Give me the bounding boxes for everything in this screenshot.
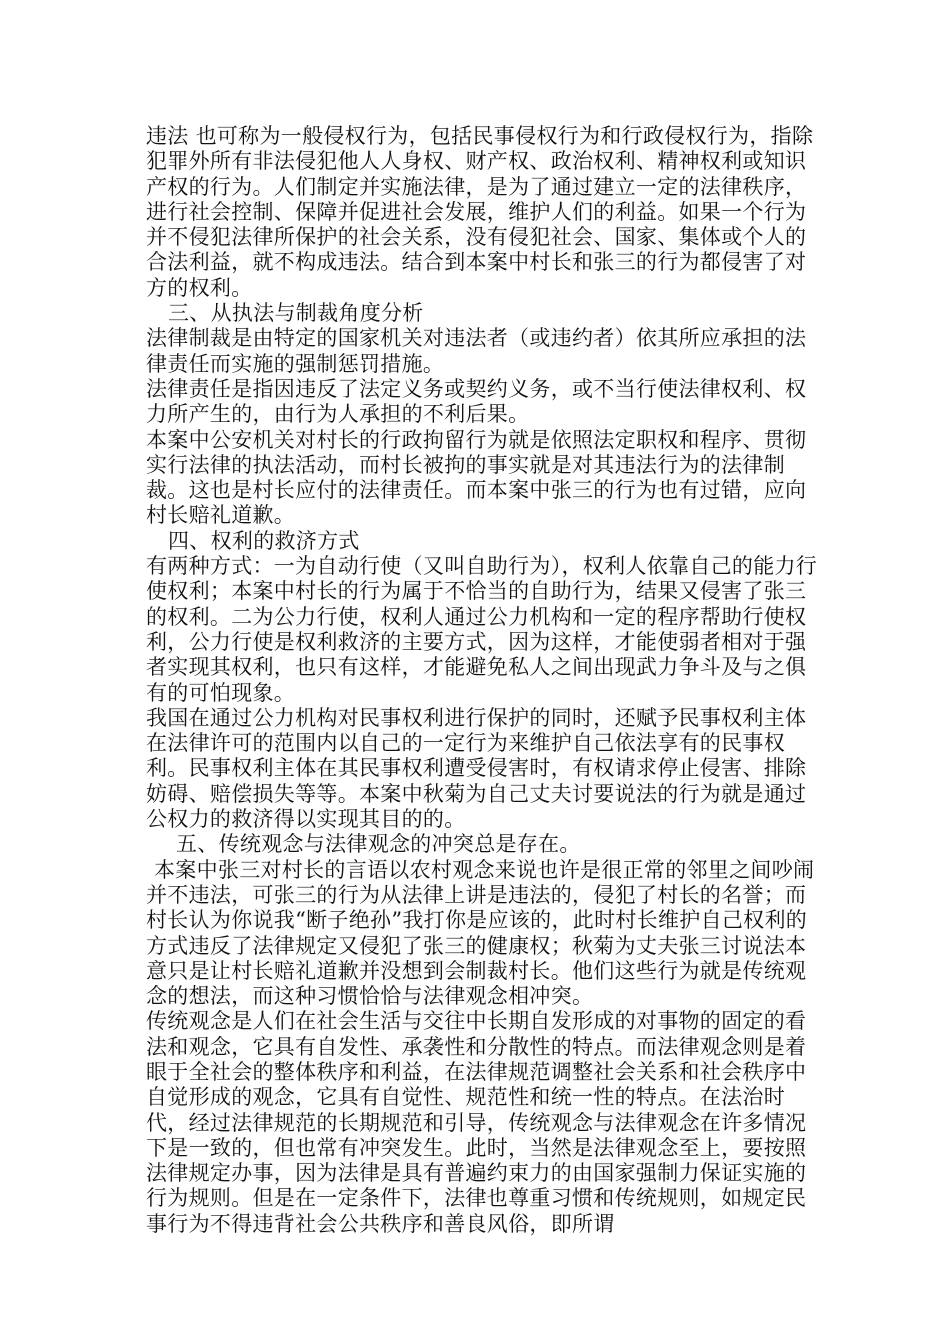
heading-tradition-vs-law: 五、传统观念与法律观念的冲突总是存在。 bbox=[176, 832, 581, 857]
paragraph-legal-sanction: 法律制裁是由特定的国家机关对违法者（或违约者）依其所应承担的法律责任而实施的强制惩罚措施。 bbox=[146, 326, 807, 376]
paragraph-case-enforcement: 本案中公安机关对村长的行政拘留行为就是依照法定职权和程序、贯彻实行法律的执法活动，而村长被拘的事实就是对其违法行为的法律制裁。这也是村长应付的法律责任。而本案中张三的行为也有过错，应向村长赔礼道歉。 bbox=[146, 427, 807, 528]
document-body bbox=[146, 124, 826, 1237]
heading-rights-remedy: 四、权利的救济方式 bbox=[168, 528, 360, 553]
paragraph-two-methods: 有两种方式：一为自动行使（又叫自助行为），权利人依靠自己的能力行使权利；本案中村长的行为属于不恰当的自助行为，结果又侵害了张三的权利。二为公力行使，权利人通过公力机构和一定的程序帮助行使权利，公力行使是权利救济的主要方式，因为这样，才能使弱者相对于强者实现其权利，也只有这样，才能避免私人之间出现武力争斗及与之俱有的可怕现象。 bbox=[146, 554, 818, 705]
paragraph-traditional-concepts: 传统观念是人们在社会生活与交往中长期自发形成的对事物的固定的看法和观念，它具有自发性、承袭性和分散性的特点。而法律观念则是着眼于全社会的整体秩序和利益，在法律规范调整社会关系和社会秩序中自觉形成的观念，它具有自觉性、规范性和统一性的特点。在法治时代，经过法律规范的长期规范和引导，传统观念与法律观念在许多情况下是一致的，但也常有冲突发生。此时，当然是法律观念至上，要按照法律规定办事，因为法律是具有普遍约束力的由国家强制力保证实施的行为规则。但是在一定条件下，法律也尊重习惯和传统规则，如规定民事行为不得违背社会公共秩序和善良风俗，即所谓 bbox=[146, 1009, 807, 1236]
paragraph-case-conflict: 本案中张三对村长的言语以农村观念来说也许是很正常的邻里之间吵闹并不违法，可张三的行为从法律上讲是违法的，侵犯了村长的名誉；而村长认为你说我“断子绝孙”我打你是应该的，此时村长维护自己权利的方式违反了法律规定又侵犯了张三的健康权；秋菊为丈夫张三讨说法本意只是让村长赔礼道歉并没想到会制裁村长。他们这些行为就是传统观念的想法，而这种习惯恰恰与法律观念相冲突。 bbox=[146, 857, 815, 1009]
paragraph-illegal-act: 违法 也可称为一般侵权行为，包括民事侵权行为和行政侵权行为，指除犯罪外所有非法侵犯他人人身权、财产权、政治权利、精神权利或知识产权的行为。人们制定并实施法律，是为了通过建立一定的法律秩序，进行社会控制、保障并促进社会发展，维护人们的利益。如果一个行为并不侵犯法律所保护的社会关系，没有侵犯社会、国家、集体或个人的合法利益，就不构成违法。结合到本案中村长和张三的行为都侵害了对方的权利。 bbox=[146, 124, 814, 300]
paragraph-civil-rights: 我国在通过公力机构对民事权利进行保护的同时，还赋予民事权利主体在法律许可的范围内以自己的一定行为来维护自己依法享有的民事权利。民事权利主体在其民事权利遭受侵害时，有权请求停止侵害、排除妨碍、赔偿损失等等。本案中秋菊为自己丈夫讨要说法的行为就是通过公权力的救济得以实现其目的的。 bbox=[146, 705, 807, 832]
paragraph-legal-liability: 法律责任是指因违反了法定义务或契约义务，或不当行使法律权利、权力所产生的，由行为人承担的不利后果。 bbox=[146, 376, 807, 427]
heading-enforcement-sanction: 三、从执法与制裁角度分析 bbox=[168, 301, 424, 326]
